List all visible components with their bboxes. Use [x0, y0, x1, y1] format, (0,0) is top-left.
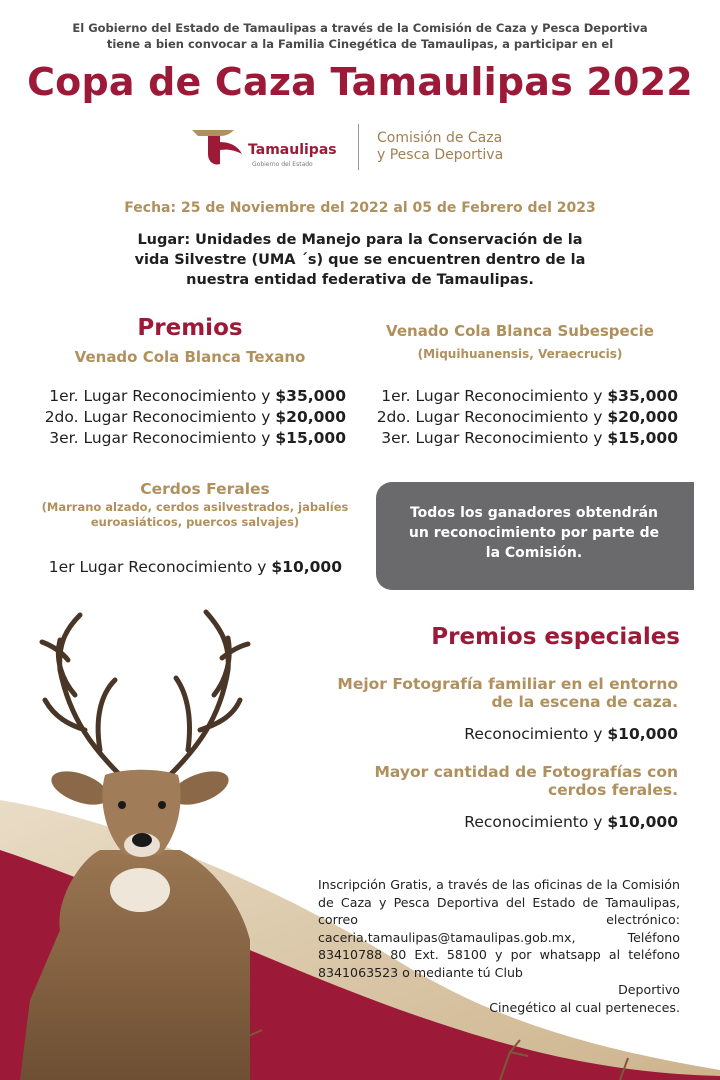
- prize-row: 2do. Lugar Reconocimiento y $20,000: [376, 408, 678, 426]
- location-line-3: nuestra entidad federativa de Tamaulipas.: [186, 272, 534, 288]
- cerdos-heading: Cerdos Ferales: [140, 480, 270, 498]
- prize-row: 2do. Lugar Reconocimiento y $20,000: [44, 408, 346, 426]
- cerdos-note-line-1: (Marrano alzado, cerdos asilvestrados, jabalíes: [41, 500, 349, 514]
- special-award-2-prize: Reconocimiento y $10,000: [464, 813, 678, 831]
- intro-text: [60, 20, 660, 52]
- logo-name: Tamaulipas: [248, 142, 337, 158]
- event-location: [110, 230, 610, 290]
- special-award-2: [300, 763, 678, 799]
- registration-info: [318, 876, 680, 1016]
- logo-subtitle: Gobierno del Estado: [252, 161, 313, 168]
- location-line-1: Lugar: Unidades de Manejo para la Conservación de la: [137, 232, 583, 248]
- registration-body: Inscripción Gratis, a través de las oficinas de la Comisión de Caza y Pesca Deportiva del Estado de Tamaulipas, correo electrónico: caceria.tamaulipas@tamaulipas.gob.mx, Teléfono 83410788 80 Ext. 58100 y por whatsapp al teléfono 8341063523 o mediante tú Club: [318, 877, 680, 980]
- prize-row: 3er. Lugar Reconocimiento y $15,000: [49, 429, 346, 447]
- winners-line-1: Todos los ganadores obtendrán: [409, 505, 659, 521]
- logo-divider: [358, 124, 359, 170]
- antler-right: [170, 612, 248, 775]
- special-award-2-line-2: cerdos ferales.: [547, 781, 678, 799]
- prize-row: 3er. Lugar Reconocimiento y $15,000: [381, 429, 678, 447]
- cerdos-note-line-2: euroasiáticos, puercos salvajes): [90, 515, 300, 529]
- intro-line-1: El Gobierno del Estado de Tamaulipas a través de la Comisión de Caza y Pesca Deportiva: [72, 21, 648, 35]
- logo-block: [190, 122, 530, 174]
- cerdos-note: [20, 500, 370, 530]
- registration-end-1: Deportivo: [618, 982, 680, 997]
- premios-heading: Premios: [137, 315, 243, 341]
- special-award-1-prize: Reconocimiento y $10,000: [464, 725, 678, 743]
- location-line-2: vida Silvestre (UMA ´s) que se encuentren dentro de la: [134, 252, 586, 268]
- prize-row: 1er. Lugar Reconocimiento y $35,000: [49, 387, 346, 405]
- logo-org-line-1: Comisión de Caza: [377, 130, 503, 146]
- registration-end-2: Cinegético al cual perteneces.: [489, 999, 680, 1015]
- winners-line-3: la Comisión.: [485, 545, 583, 561]
- texano-heading: Venado Cola Blanca Texano: [74, 348, 306, 366]
- special-award-2-line-1: Mayor cantidad de Fotografías con: [374, 763, 678, 781]
- logo-organization: [377, 130, 503, 164]
- especiales-heading: Premios especiales: [431, 624, 680, 650]
- intro-line-2: tiene a bien convocar a la Familia Cinegética de Tamaulipas, a participar en el: [106, 37, 614, 51]
- winners-callout-text: [384, 503, 684, 563]
- subespecie-heading: Venado Cola Blanca Subespecie: [386, 322, 654, 340]
- deer-throat: [110, 868, 170, 912]
- special-award-1-line-1: Mejor Fotografía familiar en el entorno: [337, 675, 678, 693]
- page-title: Copa de Caza Tamaulipas 2022: [27, 60, 693, 104]
- subespecie-prize-list: [360, 386, 678, 449]
- deer-nose: [132, 833, 152, 847]
- deer-eye-right: [158, 801, 166, 809]
- deer-eye-left: [118, 801, 126, 809]
- prize-row: 1er. Lugar Reconocimiento y $35,000: [381, 387, 678, 405]
- texano-prize-list: [28, 386, 346, 449]
- cerdos-prize: 1er Lugar Reconocimiento y $10,000: [48, 558, 342, 576]
- subespecie-note: (Miquihuanensis, Veraecrucis): [417, 347, 623, 361]
- logo-org-line-2: y Pesca Deportiva: [377, 147, 504, 163]
- tamaulipas-logo-icon: [190, 124, 248, 170]
- special-award-1-line-2: de la escena de caza.: [491, 693, 678, 711]
- antler-left: [42, 615, 120, 775]
- event-date: Fecha: 25 de Noviembre del 2022 al 05 de Febrero del 2023: [124, 200, 596, 216]
- special-award-1: [300, 675, 678, 711]
- winners-line-2: un reconocimiento por parte de: [408, 525, 660, 541]
